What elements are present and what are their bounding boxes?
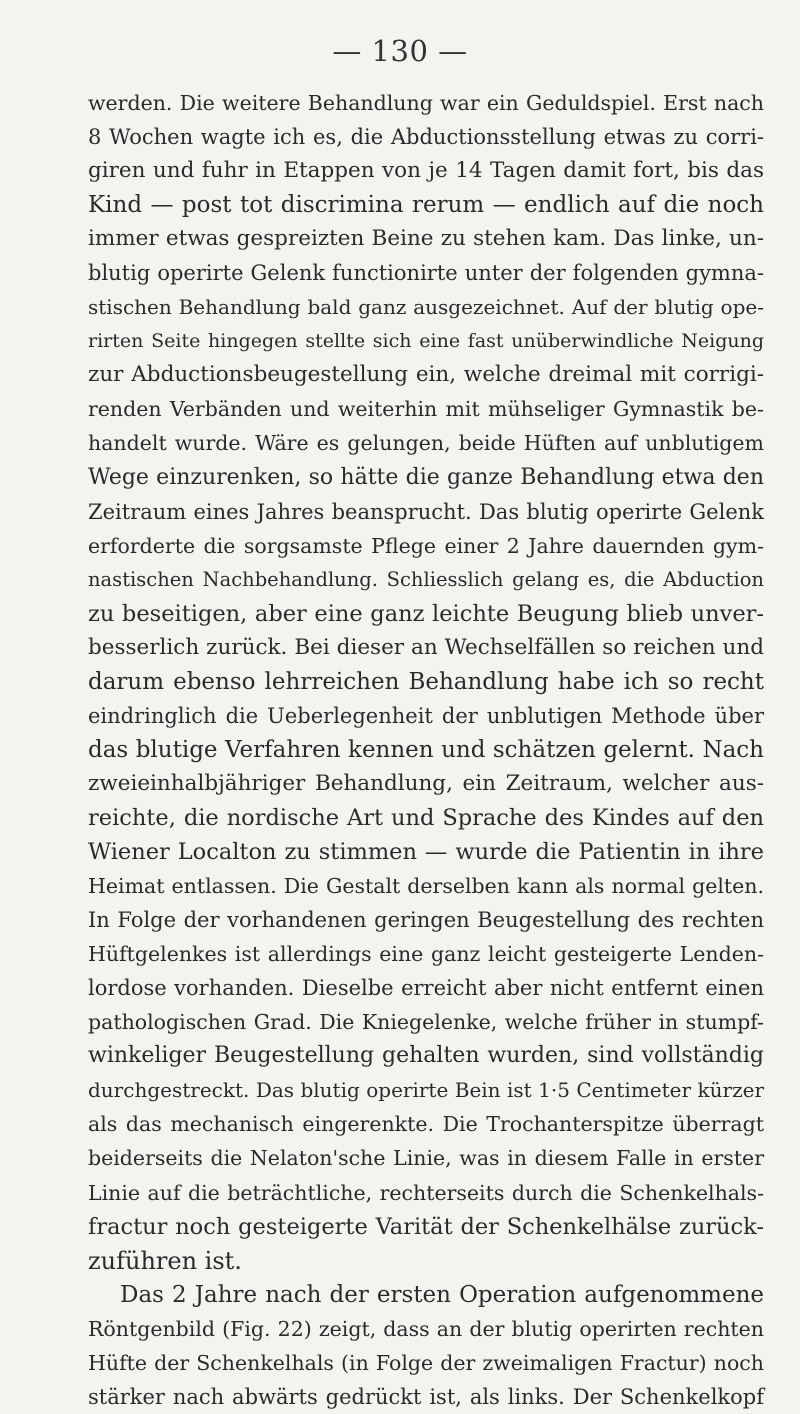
text-line: fractur noch gesteigerte Varität der Schenkelhälse zurück- xyxy=(88,1213,764,1240)
text-line: Linie auf die beträchtliche, rechterseits durch die Schenkelhals- xyxy=(88,1180,764,1205)
text-line: Hüfte der Schenkelhals (in Folge der zweimaligen Fractur) noch xyxy=(88,1350,764,1375)
text-line: rirten Seite hingegen stellte sich eine fast unüberwindliche Neigung xyxy=(88,330,764,353)
text-line: beiderseits die Nelaton'sche Linie, was in diesem Falle in erster xyxy=(88,1146,764,1171)
text-line: zur Abductionsbeugestellung ein, welche dreimal mit corrigi- xyxy=(88,362,764,388)
text-line: pathologischen Grad. Die Kniegelenke, welche früher in stumpf- xyxy=(88,1010,764,1035)
text-line: immer etwas gespreizten Beine zu stehen kam. Das linke, un- xyxy=(88,226,764,252)
text-line: besserlich zurück. Bei dieser an Wechselfällen so reichen und xyxy=(88,634,764,660)
text-line: renden Verbänden und weiterhin mit mühseliger Gymnastik be- xyxy=(88,397,764,422)
text-line: das blutige Verfahren kennen und schätzen gelernt. Nach xyxy=(88,736,764,763)
body-text xyxy=(88,86,764,1414)
text-line: Wege einzurenken, so hätte die ganze Behandlung etwa den xyxy=(88,464,764,490)
text-line: Wiener Localton zu stimmen — wurde die Patientin in ihre xyxy=(88,839,764,866)
text-line: zweieinhalbjähriger Behandlung, ein Zeitraum, welcher aus- xyxy=(88,770,764,796)
text-line: eindringlich die Ueberlegenheit der unblutigen Methode über xyxy=(88,703,764,728)
text-line: als das mechanisch eingerenkte. Die Trochanterspitze überragt xyxy=(88,1112,764,1137)
paragraph-end-line: zuführen ist. xyxy=(88,1246,242,1275)
text-line: blutig operirte Gelenk functionirte unter der folgenden gymna- xyxy=(88,261,764,286)
text-line: 8 Wochen wagte ich es, die Abductionsstellung etwas zu corri- xyxy=(88,125,764,150)
text-line: reichte, die nordische Art und Sprache des Kindes auf den xyxy=(88,804,764,831)
text-line: darum ebenso lehrreichen Behandlung habe ich so recht xyxy=(88,668,764,695)
text-line: werden. Die weitere Behandlung war ein Geduldspiel. Erst nach xyxy=(88,91,764,115)
text-line: Zeitraum eines Jahres beansprucht. Das blutig operirte Gelenk xyxy=(88,499,764,524)
text-line: Hüftgelenkes ist allerdings eine ganz leicht gesteigerte Lenden- xyxy=(88,942,764,967)
page-number: — 130 — xyxy=(332,34,468,68)
text-line: handelt wurde. Wäre es gelungen, beide Hüften auf unblutigem xyxy=(88,431,764,456)
text-line: lordose vorhanden. Dieselbe erreicht aber nicht entfernt einen xyxy=(88,976,764,1001)
text-line: Röntgenbild (Fig. 22) zeigt, dass an der blutig operirten rechten xyxy=(88,1316,764,1341)
text-line: Heimat entlassen. Die Gestalt derselben kann als normal gelten. xyxy=(88,874,764,899)
text-line: stärker nach abwärts gedrückt ist, als links. Der Schenkelkopf xyxy=(88,1384,764,1409)
text-line: stischen Behandlung bald ganz ausgezeichnet. Auf der blutig ope- xyxy=(88,295,764,320)
text-line: nastischen Nachbehandlung. Schliesslich gelang es, die Abduction xyxy=(88,567,764,591)
text-line: durchgestreckt. Das blutig operirte Bein ist 1·5 Centimeter kürzer xyxy=(88,1078,764,1103)
text-line: winkeliger Beugestellung gehalten wurden, sind vollständig xyxy=(88,1043,764,1069)
text-line: Kind — post tot discrimina rerum — endlich auf die noch xyxy=(88,192,764,219)
text-line: erforderte die sorgsamste Pflege einer 2 Jahre dauernden gym- xyxy=(88,533,764,558)
text-line: In Folge der vorhandenen geringen Beugestellung des rechten xyxy=(88,908,764,933)
text-line: giren und fuhr in Etappen von je 14 Tagen damit fort, bis das xyxy=(88,158,764,184)
paragraph-start-line: Das 2 Jahre nach der ersten Operation aufgenommene xyxy=(120,1281,764,1308)
text-line: zu beseitigen, aber eine ganz leichte Beugung blieb unver- xyxy=(88,600,764,627)
